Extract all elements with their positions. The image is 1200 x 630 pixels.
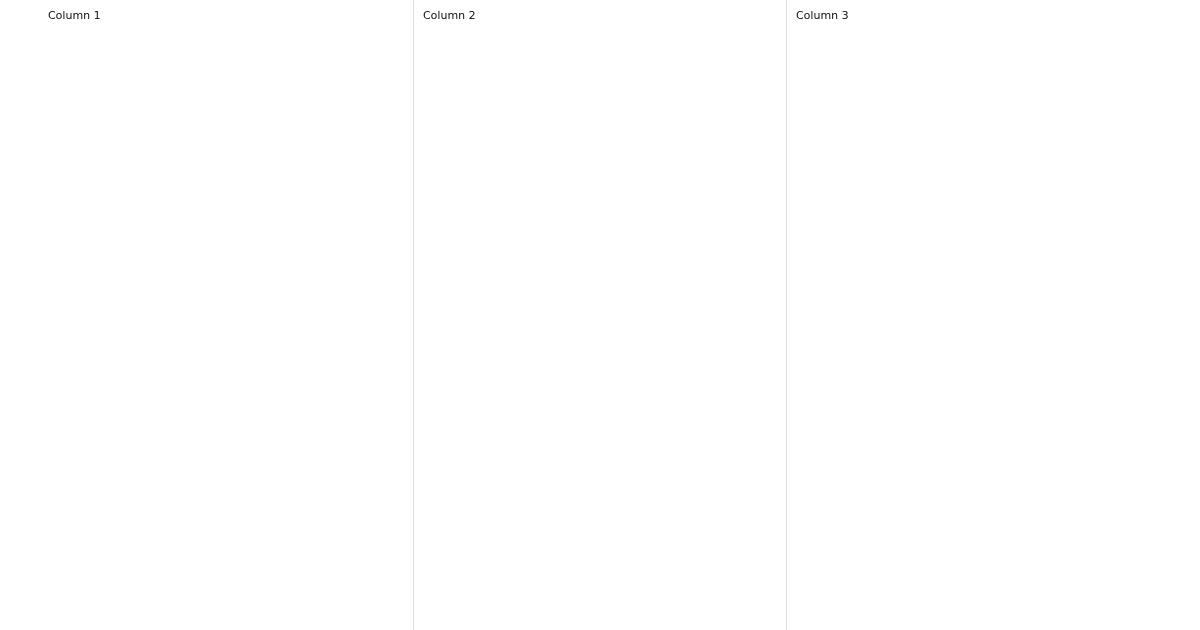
column-1-pane [0,0,413,630]
column-1-header: Column 1 [48,9,101,22]
column-3-pane [786,0,1200,630]
column-2-pane [413,0,786,630]
column-3-header: Column 3 [796,9,849,22]
column-2-header: Column 2 [423,9,476,22]
